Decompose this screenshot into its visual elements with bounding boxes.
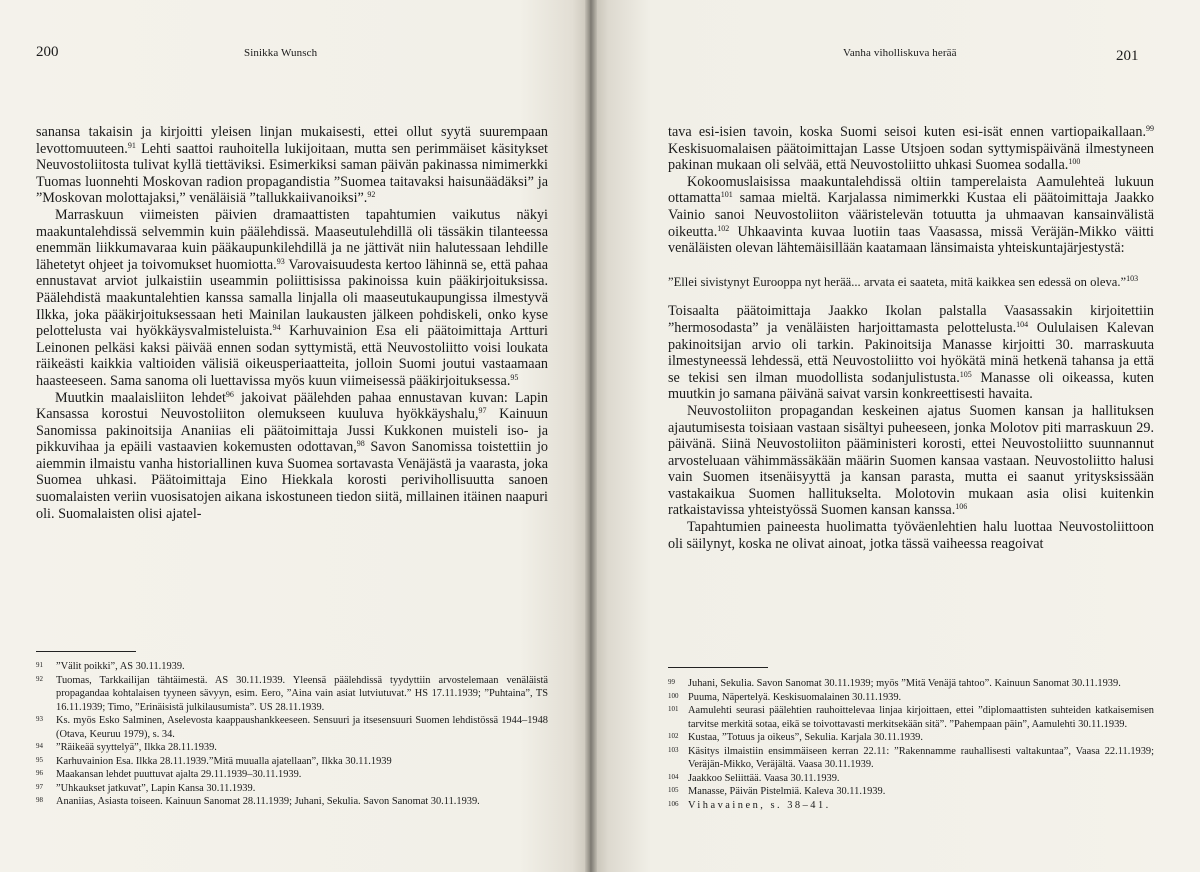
footnote-ref: 101 xyxy=(720,190,733,200)
footnote xyxy=(36,660,548,674)
text-run: Keskisuomalaisen päätoimittajan Lasse Utsjoen sodan syttymispäivänä ilmestyneen pakinan mukaan oli selvää, että Neuvostoliitto uhkasi Suomea sodalla. xyxy=(668,140,1154,174)
footnote-number: 97 xyxy=(36,782,43,791)
block-quote xyxy=(668,275,1154,290)
footnote-ref: 103 xyxy=(1126,273,1139,283)
footnote-number: 93 xyxy=(36,715,43,723)
text-run: tava esi-isien tavoin, koska Suomi seisoi kuten esi-isät ennen vartiopaikallaan. xyxy=(668,124,1146,140)
footnote-ref: 95 xyxy=(510,372,519,382)
footnote-number: 98 xyxy=(36,796,43,804)
footnote-number: 96 xyxy=(36,769,43,777)
footnote-ref: 94 xyxy=(272,323,281,333)
footnote xyxy=(36,795,548,809)
footnote-ref: 106 xyxy=(955,502,968,512)
footnote-number: 105 xyxy=(668,786,679,794)
text-run: Marraskuun viimeisten päivien dramaattisten tapahtumien vaikutus näkyi maakuntalehdissä selvemmin kuin päälehdissä. Maaseutulehdillä oli tässäkin tilanteessa enemmän liikkumavaraa kuin pääkaupunkilehdillä ja ne jättivät niin halutessaan lehdille lähetetyt ohjeet ja toivomukset huomiotta. xyxy=(36,206,548,273)
footnote xyxy=(668,731,1154,745)
footnote xyxy=(36,714,548,741)
footnote-text: Kustaa, ”Totuus ja oikeus”, Sekulia. Karjala 30.11.1939. xyxy=(688,732,923,743)
footnote-number: 91 xyxy=(36,661,43,669)
footnote-ref: 102 xyxy=(717,223,730,233)
body-text xyxy=(668,124,1154,552)
text-run: Oululaisen Kalevan pakinoitsijan arvio oli tarkin. Pakinoitsija Manasse kirjoitti 30. marraskuuta ilmestyneessä lehdessä, että Neuvostoliitto voi hyökätä minä hetkenä tahansa ja että se tekisi sen ilman muodollista sodanjulistusta. xyxy=(668,319,1154,386)
footnote-text: Juhani, Sekulia. Savon Sanomat 30.11.1939; myös ”Mitä Venäjä tahtoo”. Kainuun Sanomat 30.11.1939. xyxy=(688,678,1121,689)
footnote-text: Puuma, Näpertelyä. Keskisuomalainen 30.11.1939. xyxy=(688,691,902,703)
footnote-ref: 100 xyxy=(1068,157,1081,167)
footnote-text: Jaakkoo Seliittää. Vaasa 30.11.1939. xyxy=(688,772,840,784)
footnote-text: Vihavainen, s. 38–41. xyxy=(688,799,831,811)
text-run: Manasse oli oikeassa, kuten muutkin jo samana päivänä saivat varsin konkreettisesti havaita. xyxy=(668,369,1155,403)
footnote-ref: 91 xyxy=(127,140,136,150)
paragraph xyxy=(668,519,1154,552)
footnote-text: Karhuvainion Esa. Ilkka 28.11.1939.”Mitä muualla ajatellaan”, Ilkka 30.11.1939 xyxy=(56,755,392,767)
footnote-ref: 96 xyxy=(225,389,234,399)
running-head: Vanha viholliskuva herää xyxy=(843,47,957,59)
running-head: Sinikka Wunsch xyxy=(244,47,318,59)
footnote-ref: 97 xyxy=(478,406,487,416)
footnote xyxy=(36,741,548,755)
footnote-text: Ananiias, Asiasta toiseen. Kainuun Sanomat 28.11.1939; Juhani, Sekulia. Savon Sanomat 30.11.1939. xyxy=(56,796,480,807)
footnote xyxy=(36,674,548,715)
footnote-text: ”Uhkaukset jatkuvat”, Lapin Kansa 30.11.1939. xyxy=(56,782,256,794)
footnote-number: 104 xyxy=(668,772,679,781)
text-run: ”Ellei sivistynyt Eurooppa nyt herää... arvata ei saateta, mitä kaikkea sen edessä on oleva.” xyxy=(668,274,1127,289)
footnote-ref: 99 xyxy=(1146,124,1154,133)
text-run: Toisaalta päätoimittaja Jaakko Ikolan palstalla Vaasassakin kirjoitettiin ”hermosodasta” ja venäläisten harjoittamasta pelottelusta. xyxy=(668,303,1154,336)
text-run: Neuvostoliiton propagandan keskeinen ajatus Suomen kansan ja hallituksen ajautumisesta toisiaan vastaan sisältyi puheeseen, jonka Molotov piti marraskuun 29. päivänä. Siinä Neuvostoliiton pääministeri korosti, ettei Neuvostoliitto suunnannut arvosteluaan vähimmässäkään määrin Suomen kansaa vastaan. Neuvostoliitto halusi vain Suomen itsenäisyyttä ja kansan parasta, mutta ei saanut yritysksissään vastakaikua Suomen hallitukselta. Molotovin mukaan asia olisi kuitenkin ratkaistavissa yhteistyössä Suomen kansan kanssa. xyxy=(668,402,1154,519)
text-run: samaa mieltä. Karjalassa nimimerkki Kustaa eli päätoimittaja Jaakko Vainio sanoi Neuvostoliiton vääristelevän totuutta ja uhmaavan kansainvälistä oikeutta. xyxy=(668,190,1154,240)
footnote-text: Maakansan lehdet puuttuvat ajalta 29.11.1939–30.11.1939. xyxy=(56,769,302,780)
paragraph xyxy=(36,390,548,523)
footnote xyxy=(668,799,1154,813)
footnote-rule xyxy=(668,667,768,668)
book-gutter xyxy=(585,0,597,872)
text-run: Kainuun Sanomissa pakinoitsija Ananiias eli päätoimittaja Jussi Kukkonen muisteli iso- ja pikkuvihaa ja epäili vastaavien kokemusten odottavan, xyxy=(36,406,548,456)
footnote xyxy=(36,768,548,782)
text-run: Uhkaavinta kuvaa luotiin taas Vaasassa, missä Veräjän-Mikko väitti venäläisten olevan lähtemäisillään kaatamaan länsimaista yhteiskuntajärjestystä: xyxy=(668,223,1154,257)
footnote xyxy=(668,677,1154,691)
footnote-number: 92 xyxy=(36,674,43,683)
text-run: Savon Sanomissa toistettiin jo aiemmin ilmaistu vanha historiallinen kuva Suomea sortavasta Venäjästä ja vaarasta, joka Suomea uhkasi. Päätoimittaja Eino Hiekkala korosti perivihollisuutta sanoen suomalaisten veriin vuosisatojen aikana iskostuneen tiedon siitä, millainen itäinen naapuri oli. Suomalaisten olisi ajatel- xyxy=(36,439,548,522)
footnote-number: 100 xyxy=(668,691,679,700)
body-text xyxy=(36,124,548,522)
footnote xyxy=(668,704,1154,731)
footnote-rule xyxy=(36,651,136,652)
text-run: Varovaisuudesta kertoo lähinnä se, että pahaa ennustavat arviot julkaistiin useammin poliittisissa pakinoissa kuin pääkirjoituksissa. Päälehdistä maakuntalehtien kanssa samalla linjalla oli maaseutukaupungissa ilmestyvä Ilkka, joka pääkirjoituksessaan heti Mainilan laukausten jälkeen pohdiskeli, onko kyse pelottelusta vai hyökkäysvalmisteluista. xyxy=(36,256,548,340)
footnote-text: Aamulehti seurasi päälehtien rauhoittelevaa linjaa kirjoittaen, ettei ”diplomaattisten suhteiden katkaisemisen tarvitse merkitä sotaa, eikä se toivottavasti merkitsekään sitä”. ”Pahempaan päin”, Aamulehti 30.11.1939. xyxy=(688,705,1154,730)
paragraph xyxy=(668,403,1154,519)
text-run: Karhuvainion Esa eli päätoimittaja Artturi Leinonen pelkäsi kaksi päivää ennen sodan syttymistä, että Neuvostoliitto voisi loukata räikeästi kaikkia valtioiden välisiä oikeusperiaatteita, jolloin Suomi joutui vastaamaan haasteeseen. Sama sanoma oli luettavissa myös kuun viimeisessä pääkirjoituksessa. xyxy=(36,323,548,389)
footnote-number: 102 xyxy=(668,732,679,740)
footnote xyxy=(668,772,1154,786)
footnote-text: Tuomas, Tarkkailijan tähtäimestä. AS 30.11.1939. Yleensä päälehdissä tyydyttiin arvostelemaan venäläistä propagandaa kohtalaisen tyyneen sävyyn, esim. Eero, ”Aina vain asiat lutviutuvat.” HS 17.11.1939; ”Puhtaina”, TS 16.11.1939; Timo, ”Erinäisistä julkilausumista”. US 28.11.1939. xyxy=(56,674,548,713)
page-number: 200 xyxy=(36,44,59,60)
footnote xyxy=(668,785,1154,799)
footnote-ref: 98 xyxy=(356,439,365,449)
paragraph xyxy=(36,124,548,207)
footnote xyxy=(36,755,548,769)
footnote-text: ”Räikeää syyttelyä”, Ilkka 28.11.1939. xyxy=(56,742,217,753)
footnote xyxy=(36,782,548,796)
page-number: 201 xyxy=(1116,48,1139,64)
footnotes xyxy=(668,677,1154,812)
text-run: Lehti saattoi rauhoitella lukijoitaan, mutta sen perimmäiset käsitykset Neuvostoliitosta tulivat kyllä tiettäviksi. Esimerkiksi saman päivän pakinassa nimimerkki Tuomas luonnehti Moskovan radion propagandistia ”Suomea taitavaksi haisunäädäksi” ja ”Moskovan molottajaksi,” venäläisiä ”tallukkaiivanoiksi”. xyxy=(36,140,548,207)
footnote-number: 101 xyxy=(668,705,679,713)
footnote-ref: 93 xyxy=(276,256,285,266)
footnote-number: 94 xyxy=(36,742,43,750)
footnotes xyxy=(36,660,548,809)
text-run: Kokoomuslaisissa maakuntalehdissä oltiin tamperelaista Aamulehteä lukuun ottamatta xyxy=(668,173,1154,207)
paragraph xyxy=(36,207,548,390)
text-run: Tapahtumien paineesta huolimatta työväenlehtien halu luottaa Neuvostoliittoon oli säilynyt, koska ne olivat ainoat, jotka tässä vaiheessa reagoivat xyxy=(668,519,1154,552)
footnote-text: Ks. myös Esko Salminen, Aselevosta kaappaushankkeeseen. Sensuuri ja itsesensuuri Suomen lehdistössä 1944–1948 (Otava, Keuruu 1979), s. 34. xyxy=(56,715,548,740)
footnote-ref: 92 xyxy=(367,190,376,200)
footnote-ref: 105 xyxy=(959,369,972,379)
left-page xyxy=(0,0,590,872)
right-page xyxy=(590,0,1200,872)
footnote-text: Manasse, Päivän Pistelmiä. Kaleva 30.11.1939. xyxy=(688,786,886,797)
paragraph xyxy=(668,303,1154,403)
footnote xyxy=(668,691,1154,705)
text-run: sanansa takaisin ja kirjoitti yleisen linjan mukaisesti, ettei ollut syytä suurempaan levottomuuteen. xyxy=(36,124,548,157)
footnote-number: 106 xyxy=(668,799,679,808)
footnote-number: 103 xyxy=(668,745,679,754)
footnote-number: 99 xyxy=(668,678,675,686)
footnote xyxy=(668,745,1154,772)
footnote-text: Käsitys ilmaistiin ensimmäiseen kerran 22.11: ”Rakennamme rauhallisesti valtakuntaa”, Vaasa 22.11.1939; Veräjän-Mikko, Veräjältä. Vaasa 30.11.1939. xyxy=(688,745,1154,770)
text-run: Muutkin maalaisliiton lehdet xyxy=(55,389,226,406)
text-run: jakoivat päälehden pahaa ennustavan kuvan: Lapin Kansassa korostui Neuvostoliiton olemukseen kuuluva hyökkäyshalu, xyxy=(36,389,548,423)
footnote-ref: 104 xyxy=(1016,319,1029,329)
footnote-text: ”Välit poikki”, AS 30.11.1939. xyxy=(56,661,185,672)
paragraph xyxy=(668,174,1154,257)
paragraph xyxy=(668,124,1154,174)
footnote-number: 95 xyxy=(36,755,43,764)
